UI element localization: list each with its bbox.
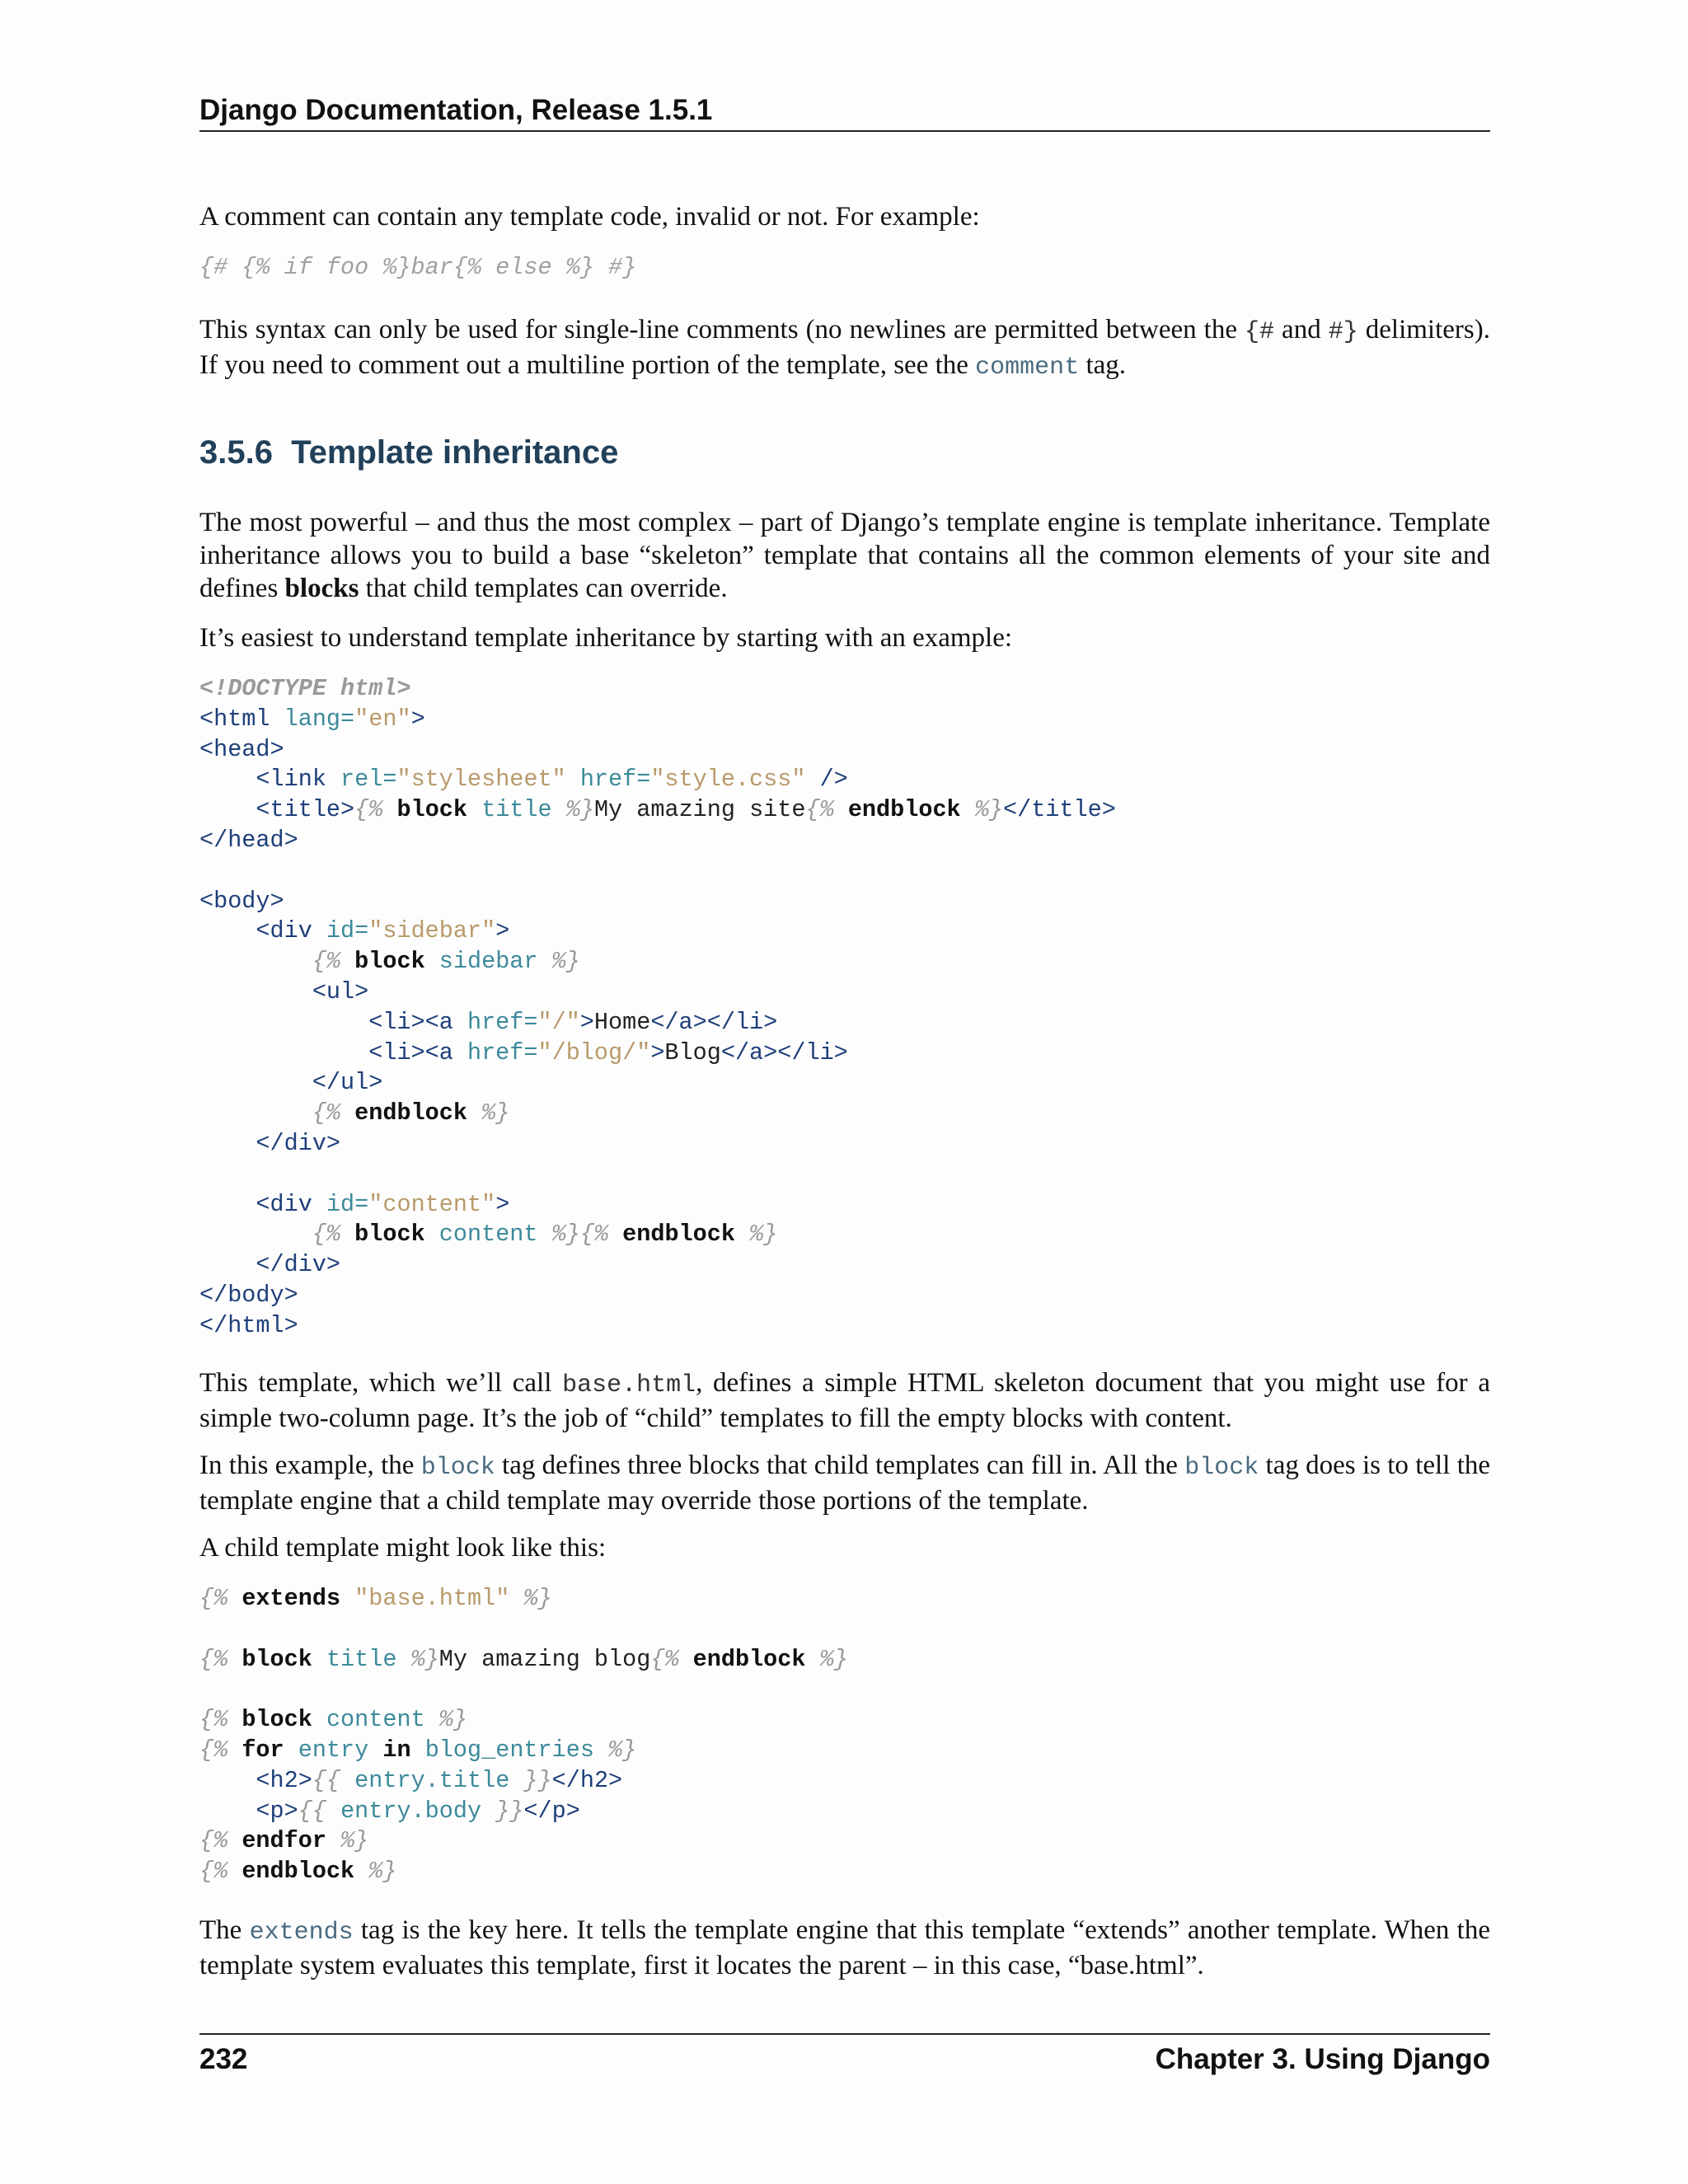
base-html-filename: base.html [562,1371,696,1399]
section-heading [199,432,1490,473]
running-footer [199,2033,1490,2078]
code-comment-text: {# {% if foo %}bar{% else %} #} [199,254,637,281]
paragraph-comment-intro: A comment can contain any template code, invalid or not. For example: [199,202,980,232]
p2-text-1: This syntax can only be used for single-line comments (no newlines are permitted between the [199,315,1245,344]
p6-text-2: tag defines three blocks that child templates can fill in. All the [495,1451,1185,1480]
document-page [199,0,1490,2184]
paragraph-child-intro: A child template might look like this: [199,1533,607,1563]
paragraph-block-tag [199,1449,1490,1517]
code-base-template: <!DOCTYPE html> <html lang="en"> <head> <link rel="stylesheet" href="style.css" /> <title>{% block title %}My amazing site{% endblock %}</title> </head> <body> <div id="sidebar"> {% block sidebar %} <ul> <li><a href="/">Home</a></li> <li><a href="/blog/">Blog</a></li> </ul> {% endblock %} </div> <div id="content"> {% block content %}{% endblock %} </div> </body> </html> [199,675,1116,1339]
p8-text-2: tag is the key here. It tells the template engine that this template “extends” another template. When the template system evaluates this template, first it locates the parent – in this case, “base.html”. [199,1915,1490,1980]
p2-text-4: tag. [1079,350,1127,380]
paragraph-inheritance-intro [199,506,1490,605]
paragraph-example-intro: It’s easiest to understand template inheritance by starting with an example: [199,623,1013,653]
block-tag-link-2[interactable]: block [1184,1454,1259,1482]
p2-text-2: and [1274,315,1329,344]
section-title: Template inheritance [291,434,619,471]
paragraph-extends-tag [199,1914,1490,1982]
code-comment-example [199,253,1490,284]
code-child-template: {% extends "base.html" %} {% block title %}My amazing blog{% endblock %} {% block content %} {% for entry in blog_entries %} <h2>{{ entry.title }}</h2> <p>{{ entry.body }}</p> {% endfor %} {% endblock %} [199,1585,848,1886]
p2-text-3: delimiters). If you need to comment out a multiline portion of the template, see the [199,315,1490,380]
block-tag-link[interactable]: block [420,1454,495,1482]
p3-text-1: The most powerful – and thus the most complex – part of Django’s template engine is template inheritance. Template inheritance allows you to build a base “skeleton” template that contains all the common elements of your site and defines [199,508,1490,603]
paragraph-base-html [199,1366,1490,1435]
code-line: <!DOCTYPE html> [199,675,411,702]
p3-text-2: that child templates can override. [359,574,728,603]
code-open-delimiter: {# [1245,318,1275,346]
running-header: Django Documentation, Release 1.5.1 [199,92,1490,132]
paragraph-single-line-comments [199,313,1490,384]
p6-text-1: In this example, the [199,1451,421,1480]
extends-tag-link[interactable]: extends [249,1919,354,1947]
chapter-title: Chapter 3. Using Django [1155,2043,1490,2075]
section-number: 3.5.6 [199,434,273,471]
p6-text-3: tag does is to tell the template engine that a child template may override those portions of the template. [199,1451,1491,1516]
comment-tag-link[interactable]: comment [975,354,1080,382]
p5-text-2: , defines a simple HTML skeleton document that you might use for a simple two-column page. It’s the job of “child” templates to fill the empty blocks with content. [199,1368,1490,1433]
p5-text-1: This template, which we’ll call [199,1368,563,1398]
p8-text-1: The [199,1915,250,1945]
page-number: 232 [199,2043,248,2075]
p3-bold-blocks: blocks [284,574,359,603]
code-close-delimiter: #} [1328,318,1358,346]
